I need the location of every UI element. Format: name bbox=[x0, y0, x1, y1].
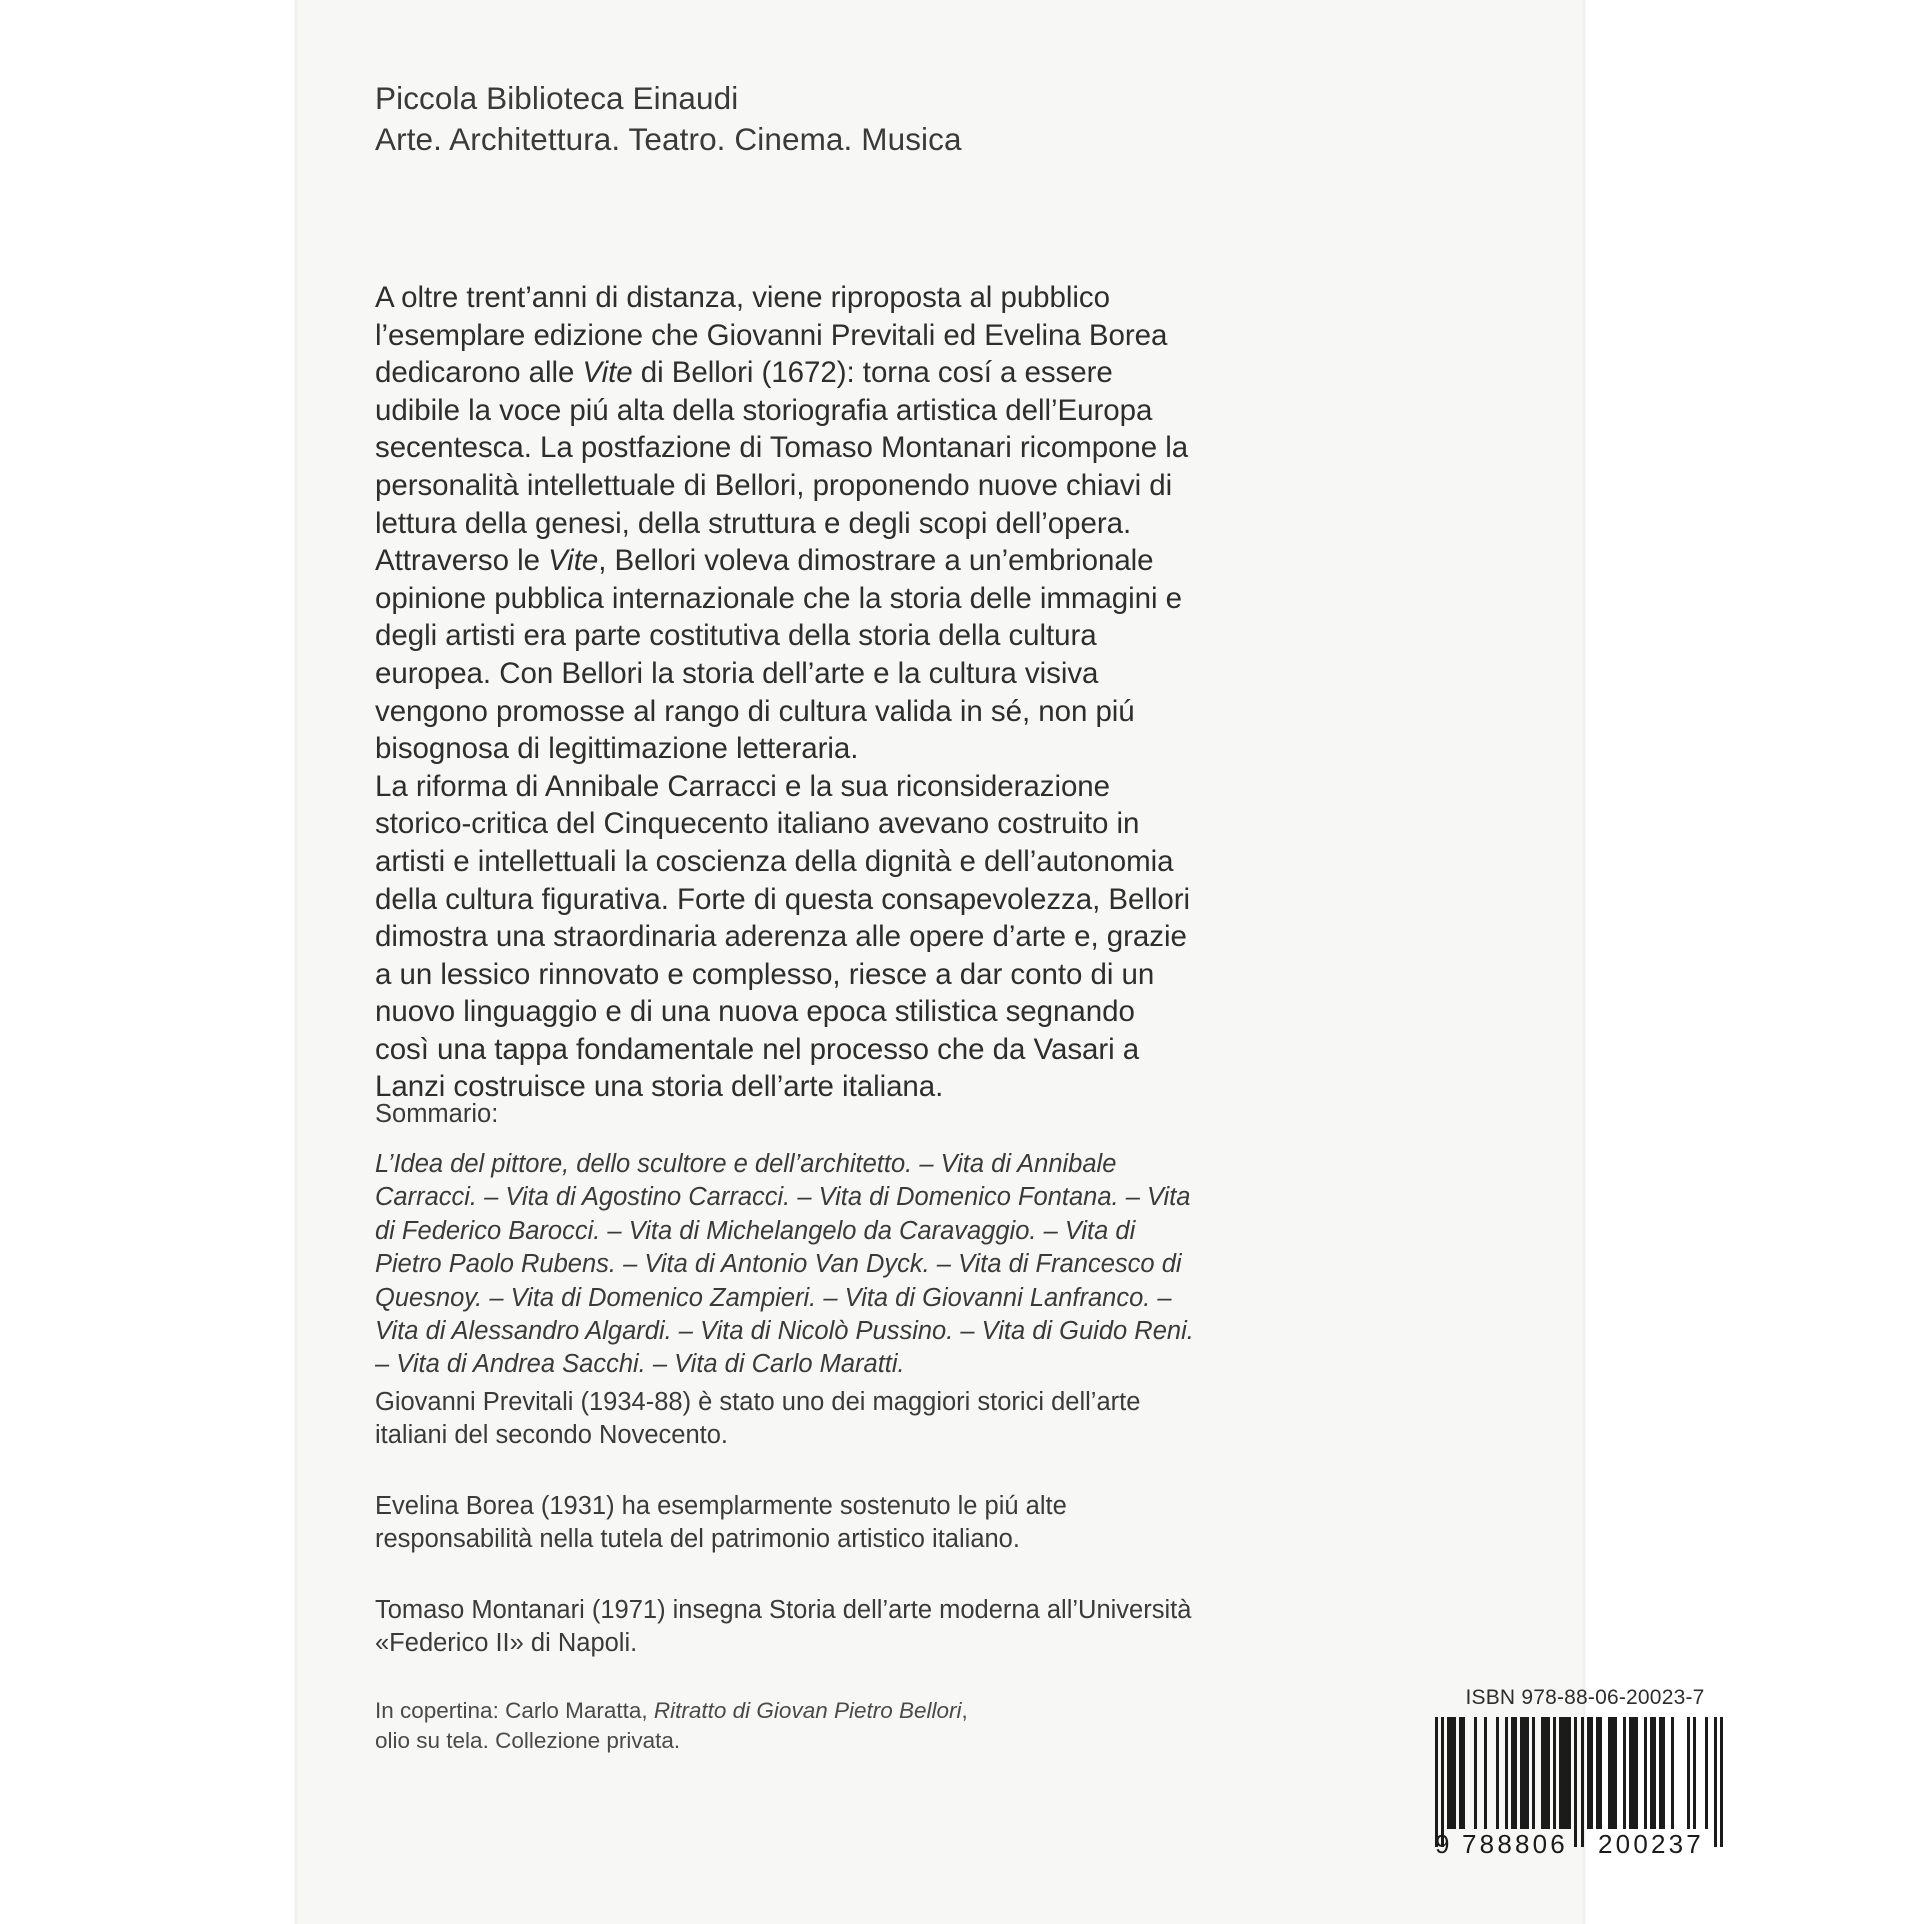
bio-previtali-text: Giovanni Previtali (1934-88) è stato uno dei maggiori storici dell’arte italiani del secondo Novecento. bbox=[375, 1388, 1141, 1450]
bio-montanari-text: Tomaso Montanari (1971) insegna Storia dell’arte moderna all’Università «Federico II» di Napoli. bbox=[375, 1596, 1192, 1658]
barcode-bar bbox=[1559, 1717, 1571, 1829]
barcode-space bbox=[1696, 1717, 1705, 1829]
bio-montanari bbox=[375, 1594, 1195, 1661]
cover-credit-line-1 bbox=[375, 1696, 995, 1726]
cover-credit-suffix: , bbox=[961, 1698, 968, 1723]
isbn-barcode-area bbox=[1435, 1686, 1735, 1877]
barcode-bars bbox=[1435, 1717, 1723, 1847]
isbn-label: ISBN 978-88-06-20023-7 bbox=[1465, 1686, 1705, 1709]
sommario-contents-text: L’Idea del pittore, dello scultore e dell’architetto. – Vita di Annibale Carracci. – Vita di Agostino Carracci. – Vita di Domenico Fontana. – Vita di Federico Barocci. – Vita di Michelangelo da Caravaggio. – Vita di Pietro Paolo Rubens. – Vita di Antonio Van Dyck. – Vita di Francesco di Quesnoy. – Vita di Domenico Zampieri. – Vita di Giovanni Lanfranco. – Vita di Alessandro Algardi. – Vita di Nicolò Pussino. – Vita di Guido Reni. – Vita di Andrea Sacchi. – Vita di Carlo Maratti. bbox=[375, 1150, 1194, 1379]
barcode-right-group: 200237 bbox=[1598, 1829, 1704, 1859]
barcode-bar bbox=[1629, 1717, 1638, 1829]
blurb-text bbox=[375, 279, 1195, 1106]
blurb-paragraph-1 bbox=[375, 279, 1195, 768]
cover-artwork-title: Ritratto di Giovan Pietro Bellori bbox=[653, 1698, 962, 1723]
cover-credit-prefix: In copertina: Carlo Maratta, bbox=[375, 1698, 654, 1723]
blurb-paragraph-2: La riforma di Annibale Carracci e la sua riconsiderazione storico-critica del Cinquecento italiano avevano costruito in artisti e intellettuali la coscienza della dignità e dell’autonomia della cultura figurativa. Forte di questa consapevolezza, Bellori dimostra una straordinaria aderenza alle opere d’arte e, grazie a un lessico rinnovato e complesso, riesce a dar conto di un nuovo linguaggio e di una nuova epoca stilistica segnando così una tappa fondamentale nel processo che da Vasari a Lanzi costruisce una storia dell’arte italiana. bbox=[375, 769, 1191, 1104]
cover-credit-line-2: olio su tela. Collezione privata. bbox=[375, 1728, 681, 1753]
sheet-left-edge bbox=[295, 0, 298, 1924]
blurb-italic-vite-1: Vite bbox=[582, 356, 633, 390]
bio-borea bbox=[375, 1490, 1195, 1557]
blurb-italic-vite-2: Vite bbox=[548, 544, 599, 578]
cover-sheet bbox=[295, 0, 1705, 1924]
blurb-p1-part3: , Bellori voleva dimostrare a un’embrionale opinione pubblica internazionale che la storia delle immagini e degli artisti era parte costitutiva della storia della cultura europea. Con Bellori la storia dell’arte e la cultura visiva vengono promosse al rango di cultura valida in sé, non piú bisognosa di legittimazione letteraria. bbox=[375, 544, 1182, 766]
barcode-space bbox=[1487, 1717, 1496, 1829]
barcode-bar bbox=[1447, 1717, 1456, 1829]
series-subjects: Arte. Architettura. Teatro. Cinema. Musica bbox=[375, 121, 962, 157]
sommario-label: Sommario: bbox=[375, 1100, 499, 1128]
ean13-barcode bbox=[1435, 1717, 1723, 1877]
barcode-bar bbox=[1608, 1717, 1617, 1829]
barcode-space bbox=[1465, 1717, 1474, 1829]
blurb-p1-part1: A oltre trent’anni di distanza, viene riproposta al pubblico l’esemplare edizione che Giovanni Previtali ed Evelina Borea dedicarono alle bbox=[375, 281, 1168, 390]
cover-credit bbox=[375, 1696, 995, 1756]
barcode-lead-digit: 9 bbox=[1435, 1829, 1450, 1859]
bio-previtali bbox=[375, 1386, 1195, 1453]
barcode-left-group: 788806 bbox=[1462, 1829, 1568, 1859]
series-header bbox=[375, 78, 1275, 160]
series-name: Piccola Biblioteca Einaudi bbox=[375, 80, 739, 116]
sheet-right-edge bbox=[1581, 0, 1585, 1924]
barcode-digits bbox=[1435, 1829, 1723, 1859]
barcode-bar bbox=[1520, 1717, 1529, 1829]
bio-borea-text: Evelina Borea (1931) ha esemplarmente sostenuto le piú alte responsabilità nella tutela del patrimonio artistico italiano. bbox=[375, 1492, 1067, 1554]
barcode-bar bbox=[1720, 1717, 1723, 1847]
barcode-space bbox=[1674, 1717, 1686, 1829]
sommario-contents bbox=[375, 1148, 1195, 1382]
barcode-bar bbox=[1541, 1717, 1550, 1829]
blurb-p1-part2: di Bellori (1672): torna cosí a essere udibile la voce piú alta della storiografia artistica dell’Europa secentesca. La postfazione di Tomaso Montanari ricompone la personalità intellettuale di Bellori, proponendo nuove chiavi di lettura della genesi, della struttura e degli scopi dell’opera. Attraverso le bbox=[375, 356, 1189, 578]
